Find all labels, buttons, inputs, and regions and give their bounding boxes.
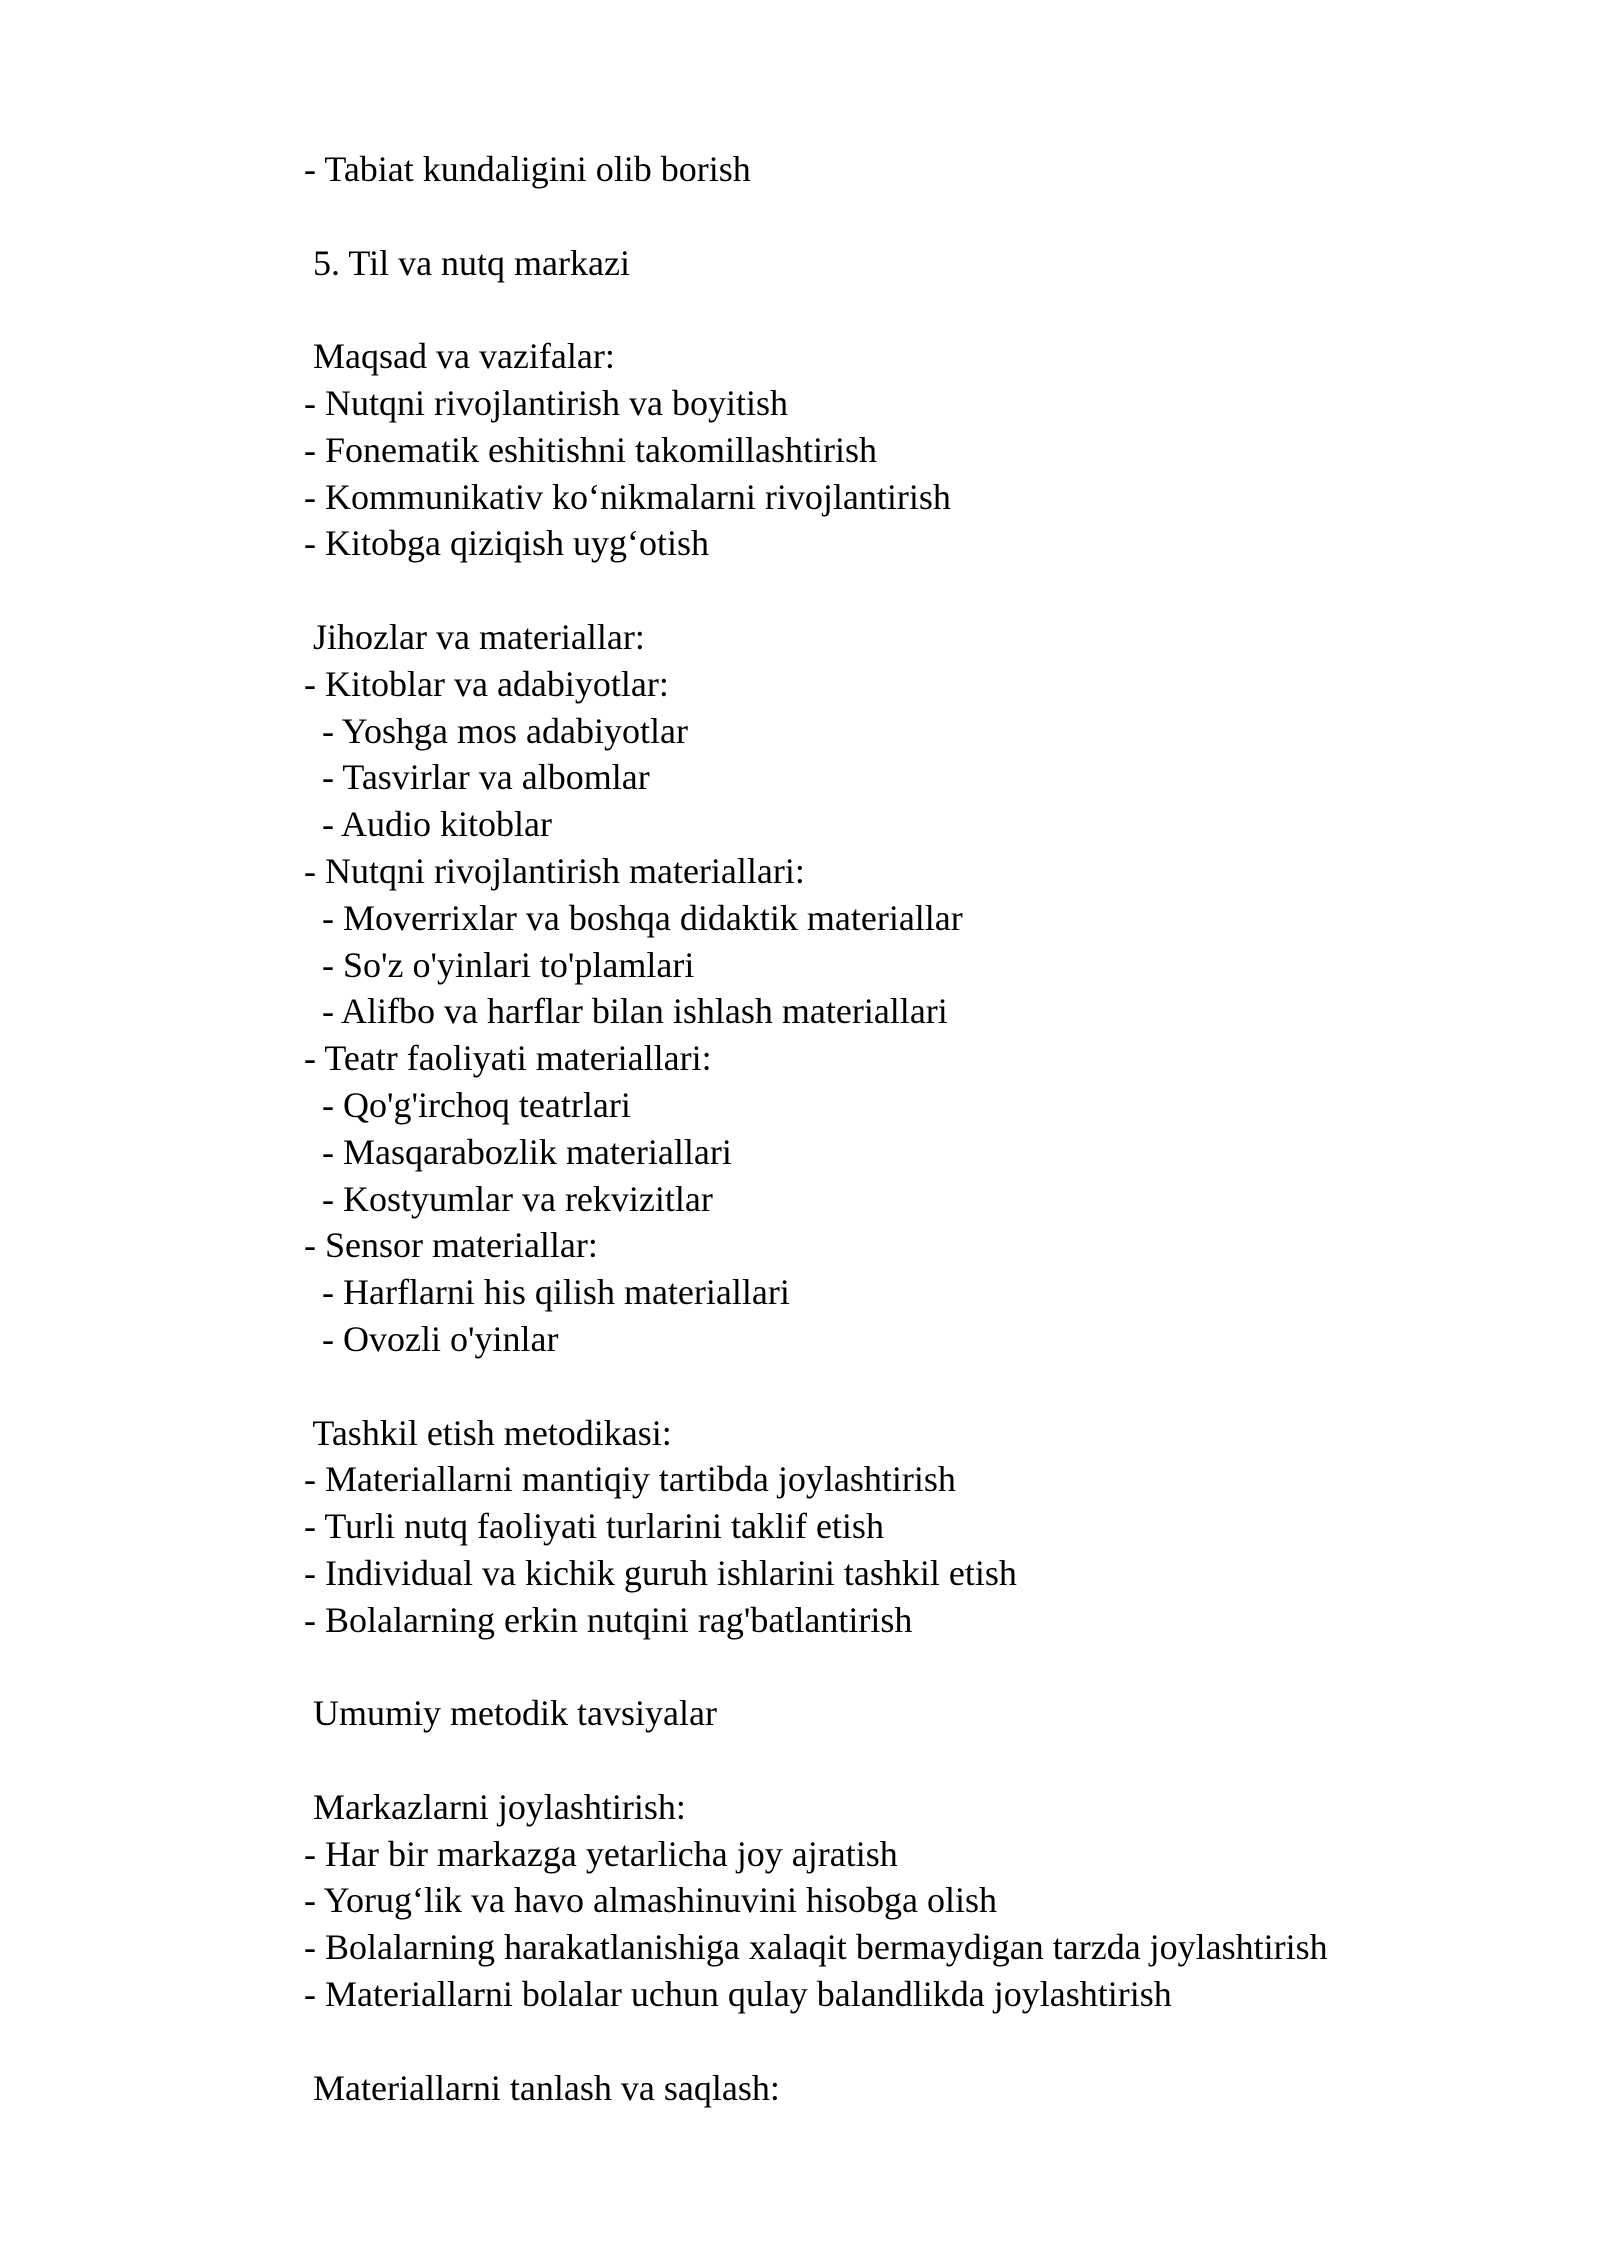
list-item: - Materiallarni bolalar uchun qulay balandlikda joylashtirish [304, 1974, 1172, 2015]
list-item: - Individual va kichik guruh ishlarini tashkil etish [304, 1552, 1017, 1593]
list-item: - Nutqni rivojlantirish va boyitish [304, 382, 788, 423]
list-item: - Sensor materiallar: [304, 1225, 598, 1266]
list-item: - Kitoblar va adabiyotlar: [304, 663, 669, 704]
list-item: - Materiallarni mantiqiy tartibda joylashtirish [304, 1459, 956, 1500]
sub-list-item: - So'z o'yinlari to'plamlari [304, 944, 695, 985]
list-item: - Fonematik eshitishni takomillashtirish [304, 429, 877, 470]
sub-list-item: - Moverrixlar va boshqa didaktik materiallar [304, 897, 963, 938]
subsection-heading: Materiallarni tanlash va saqlash: [304, 2067, 780, 2108]
list-item: - Bolalarning erkin nutqini rag'batlantirish [304, 1599, 913, 1640]
list-item: - Yorug‘lik va havo almashinuvini hisobga olish [304, 1880, 997, 1921]
list-item: - Nutqni rivojlantirish materiallari: [304, 850, 805, 891]
sub-list-item: - Alifbo va harflar bilan ishlash materiallari [304, 991, 948, 1032]
list-item: - Teatr faoliyati materiallari: [304, 1038, 712, 1079]
subsection-heading: Maqsad va vazifalar: [304, 336, 615, 377]
document-text-block [304, 146, 1554, 2111]
sub-list-item: - Harflarni his qilish materiallari [304, 1272, 790, 1313]
sub-list-item: - Tasvirlar va albomlar [304, 757, 650, 798]
blank-line [304, 1737, 1554, 1784]
sub-list-item: - Yoshga mos adabiyotlar [304, 710, 688, 751]
sub-list-item: - Qo'g'irchoq teatrlari [304, 1084, 631, 1125]
sub-list-item: - Audio kitoblar [304, 804, 552, 845]
list-item: - Bolalarning harakatlanishiga xalaqit bermaydigan tarzda joylashtirish [304, 1927, 1328, 1968]
blank-line [304, 1644, 1554, 1691]
sub-list-item: - Ovozli o'yinlar [304, 1318, 559, 1359]
section-heading: 5. Til va nutq markazi [304, 242, 630, 283]
subsection-heading: Markazlarni joylashtirish: [304, 1786, 686, 1827]
blank-line [304, 2018, 1554, 2065]
list-item: - Turli nutq faoliyati turlarini taklif etish [304, 1506, 884, 1547]
section-heading: Umumiy metodik tavsiyalar [304, 1693, 717, 1734]
subsection-heading: Tashkil etish metodikasi: [304, 1412, 672, 1453]
sub-list-item: - Masqarabozlik materiallari [304, 1131, 732, 1172]
list-item: - Tabiat kundaligini olib borish [304, 149, 751, 189]
list-item: - Kitobga qiziqish uyg‘otish [304, 523, 709, 564]
sub-list-item: - Kostyumlar va rekvizitlar [304, 1178, 713, 1219]
blank-line [304, 193, 1554, 240]
subsection-heading: Jihozlar va materiallar: [304, 616, 645, 657]
blank-line [304, 567, 1554, 614]
blank-line [304, 1363, 1554, 1410]
blank-line [304, 286, 1554, 333]
list-item: - Kommunikativ ko‘nikmalarni rivojlantirish [304, 476, 951, 517]
list-item: - Har bir markazga yetarlicha joy ajratish [304, 1833, 898, 1874]
